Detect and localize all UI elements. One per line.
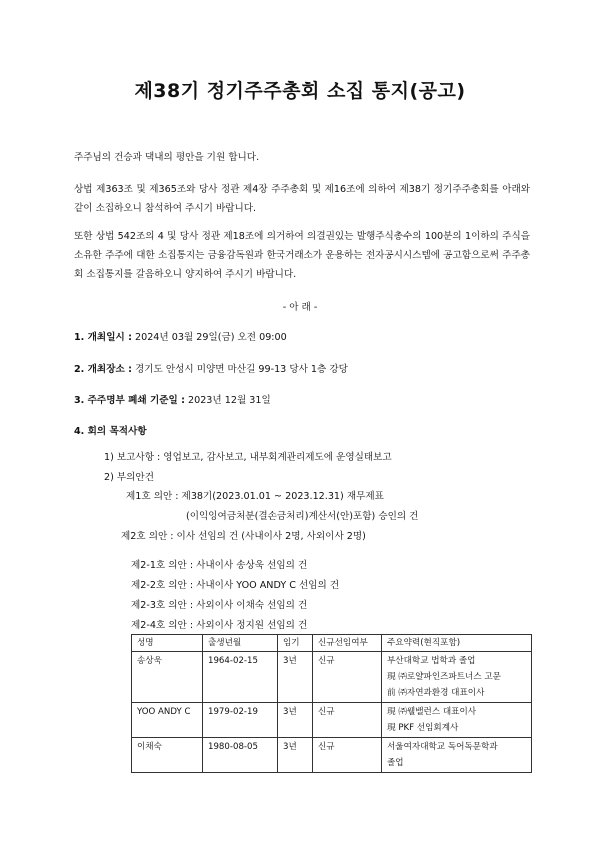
candidate-term: 3년 (278, 652, 313, 703)
candidate-name: 송상욱 (132, 652, 203, 703)
candidate-career (382, 738, 532, 773)
career-line: 現 PKF 선임회계사 (387, 723, 459, 733)
candidate-career (382, 703, 532, 738)
meeting-place-label: 2. 개최장소 : (74, 364, 132, 375)
table-header-cell: 출생년월 (203, 635, 278, 652)
career-line: 부산대학교 법학과 졸업 (387, 656, 476, 666)
meeting-place-value: 경기도 안성시 미양면 마산길 99-13 당사 1층 강당 (134, 364, 348, 375)
meeting-place (74, 361, 348, 375)
record-date-label: 3. 주주명부 폐쇄 기준일 : (74, 395, 185, 406)
table-header-cell: 임기 (278, 635, 313, 652)
table-row (132, 652, 532, 703)
meeting-date-label: 1. 개최일시 : (74, 332, 132, 343)
meeting-date (74, 329, 287, 343)
candidate-birth: 1979-02-19 (203, 703, 278, 738)
agenda-heading-label: 4. 회의 목적사항 (74, 426, 147, 437)
table-header-row (132, 635, 532, 652)
career-line: 서울여자대학교 독어독문학과 (387, 742, 498, 752)
candidate-table (131, 634, 532, 773)
table-header-cell: 성명 (132, 635, 203, 652)
agenda-heading (74, 423, 147, 437)
candidate-term: 3년 (278, 703, 313, 738)
agenda-report: 1) 보고사항 : 영업보고, 감사보고, 내부회계관리제도에 운영실태보고 (104, 452, 392, 463)
paragraph-disclosure: 또한 상법 542조의 4 및 당사 정관 제18조에 의거하여 의결권있는 발행주식총수의 100분의 1이하의 주식을 소유한 주주에 대한 소집통지는 금융감독원과 한국거래소가 운용하는 전자공시시스템에 공고함으로써 주주총회 소집통지를 갈음하오니 양지하여 주시기 바랍니다. (74, 231, 530, 280)
career-line: 前 ㈜자연과환경 대표이사 (387, 688, 485, 698)
agenda-item-1-detail: (이익잉여금처분(결손금처리)계산서(안)포함) 승인의 건 (186, 511, 419, 522)
table-header-cell: 주요약력(현직포함) (382, 635, 532, 652)
candidate-type: 신규 (313, 703, 382, 738)
table-row (132, 738, 532, 773)
candidate-term: 3년 (278, 738, 313, 773)
table-row (132, 703, 532, 738)
agenda-item-2-2: 제2-2호 의안 : 사내이사 YOO ANDY C 선임의 건 (131, 580, 340, 591)
agenda-resolution: 2) 부의안건 (104, 472, 154, 483)
paragraph-convocation: 상법 제363조 및 제365조와 당사 정관 제4장 주주총회 및 제16조에 의하여 제38기 정기주주총회를 아래와 같이 소집하오니 참석하여 주시기 바랍니다. (74, 184, 530, 214)
table-header-cell: 신규선임여부 (313, 635, 382, 652)
agenda-item-1: 제1호 의안 : 제38기(2023.01.01 ~ 2023.12.31) 재무제표 (126, 491, 384, 502)
candidate-birth: 1980-08-05 (203, 738, 278, 773)
candidate-career (382, 652, 532, 703)
career-line: 現 ㈜웰밸런스 대표이사 (387, 707, 477, 717)
record-date (74, 392, 271, 406)
candidate-name: 이채숙 (132, 738, 203, 773)
record-date-value: 2023년 12월 31일 (188, 395, 271, 406)
agenda-item-2-4: 제2-4호 의안 : 사외이사 정지원 선임의 건 (131, 620, 308, 631)
candidate-name: YOO ANDY C (132, 703, 203, 738)
meeting-date-value: 2024년 03월 29일(금) 오전 09:00 (134, 332, 287, 343)
candidate-type: 신규 (313, 652, 382, 703)
agenda-item-2-3: 제2-3호 의안 : 사외이사 이채숙 선임의 건 (131, 600, 308, 611)
agenda-item-2-1: 제2-1호 의안 : 사내이사 송상욱 선임의 건 (131, 560, 308, 571)
candidate-type: 신규 (313, 738, 382, 773)
career-line: 졸업 (387, 758, 404, 768)
career-line: 現 ㈜로얄파인즈파트너스 고문 (387, 672, 501, 682)
below-marker: - 아 래 - (282, 302, 318, 313)
candidate-birth: 1964-02-15 (203, 652, 278, 703)
notice-title: 제38기 정기주주총회 소집 통지(공고) (134, 80, 466, 102)
agenda-item-2: 제2호 의안 : 이사 선임의 건 (사내이사 2명, 사외이사 2명) (121, 531, 366, 542)
greeting-text: 주주님의 건승과 댁내의 평안을 기원 합니다. (74, 152, 260, 163)
